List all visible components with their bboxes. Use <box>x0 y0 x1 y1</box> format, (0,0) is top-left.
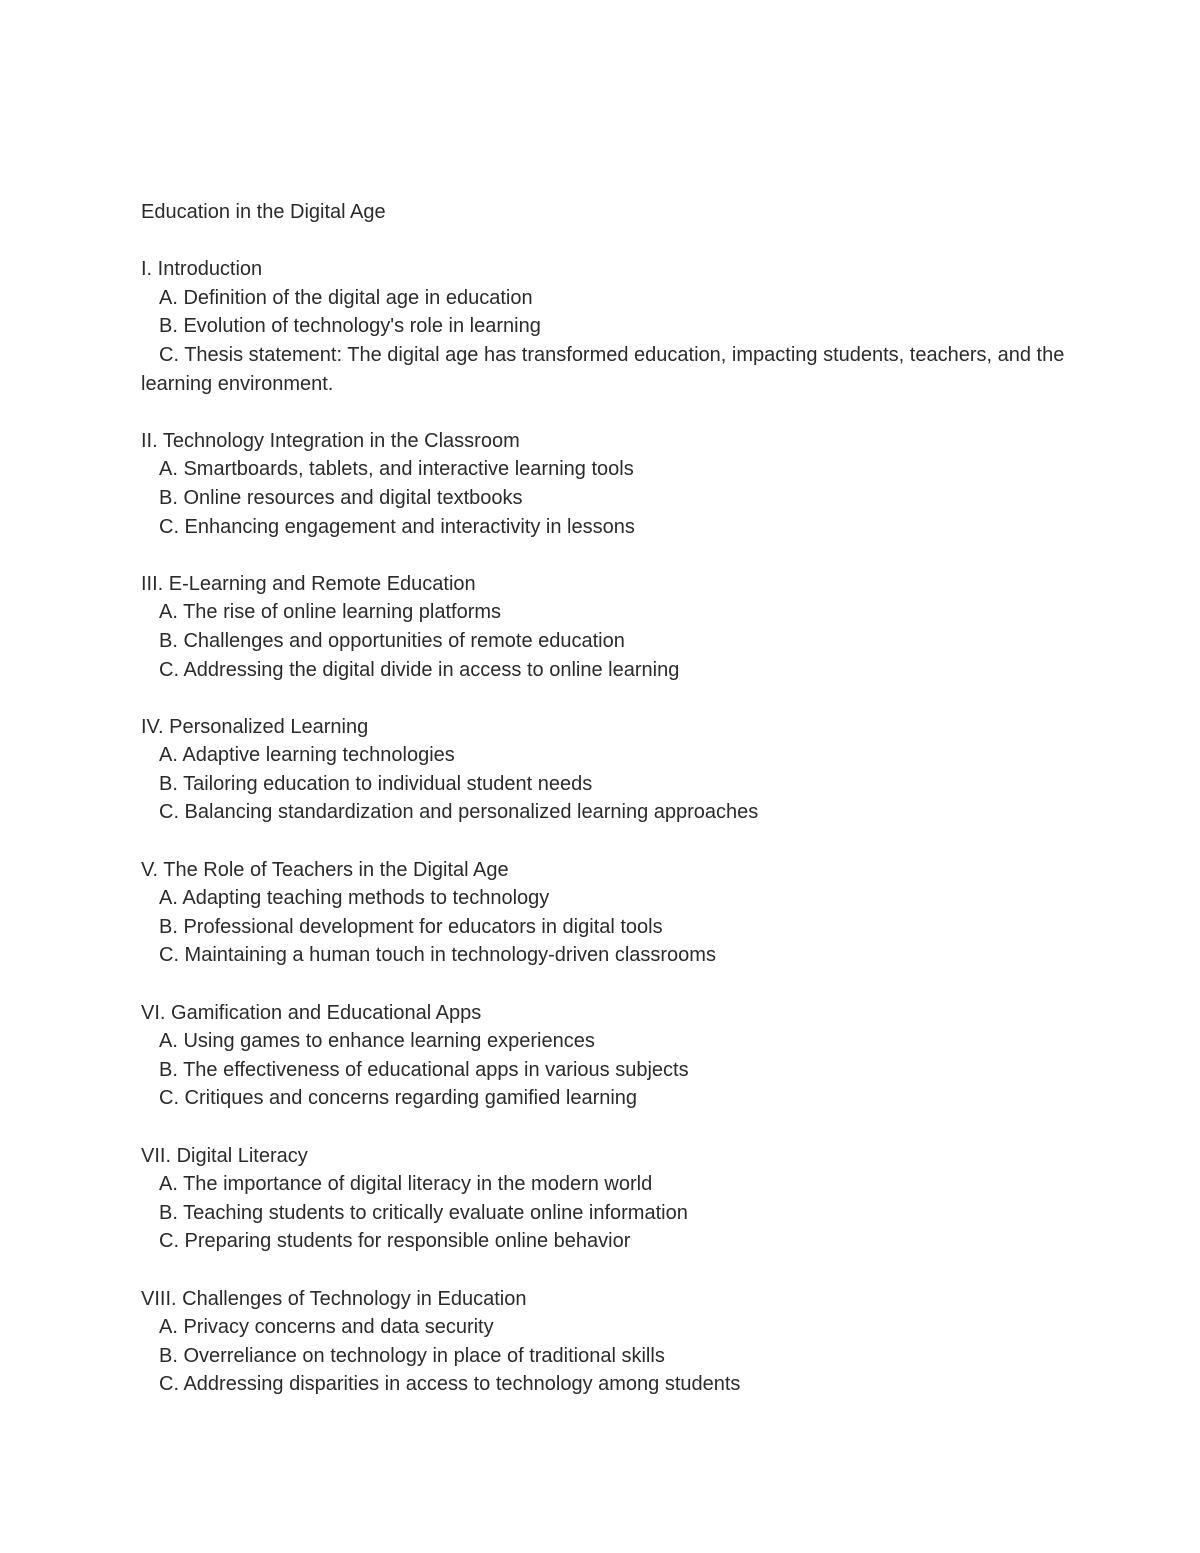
section-introduction <box>141 255 1071 398</box>
outline-item: C. Balancing standardization and personalized learning approaches <box>159 801 759 824</box>
outline-item: A. Using games to enhance learning experiences <box>159 1030 595 1053</box>
outline-item: C. Addressing the digital divide in access to online learning <box>159 658 680 681</box>
outline-item: C. Maintaining a human touch in technology-driven classrooms <box>159 944 716 967</box>
outline-item: B. Tailoring education to individual student needs <box>159 772 593 795</box>
section-heading: IV. Personalized Learning <box>141 715 369 738</box>
section-heading: V. The Role of Teachers in the Digital Age <box>141 858 509 881</box>
section-technology-integration <box>141 427 1071 541</box>
section-personalized-learning <box>141 713 1071 827</box>
outline-item: B. Challenges and opportunities of remote education <box>159 629 625 652</box>
outline-item: C. Critiques and concerns regarding gamified learning <box>159 1087 638 1110</box>
outline-item: A. Smartboards, tablets, and interactive learning tools <box>159 458 634 481</box>
section-role-of-teachers <box>141 856 1071 970</box>
section-challenges <box>141 1285 1071 1399</box>
outline-item: B. Online resources and digital textbooks <box>159 486 523 509</box>
outline-item: B. Teaching students to critically evaluate online information <box>159 1201 688 1224</box>
outline-item: A. Adaptive learning technologies <box>159 744 455 767</box>
outline-item: C. Thesis statement: The digital age has transformed education, impacting students, teachers, and the learning environment. <box>141 343 1065 395</box>
outline-item: A. Definition of the digital age in education <box>159 286 533 309</box>
outline-item: B. The effectiveness of educational apps in various subjects <box>159 1058 689 1081</box>
section-heading: VIII. Challenges of Technology in Education <box>141 1287 527 1310</box>
document-body <box>141 198 1071 1428</box>
outline-item: A. The rise of online learning platforms <box>159 601 502 624</box>
outline-item: C. Enhancing engagement and interactivity in lessons <box>159 515 635 538</box>
section-heading: III. E-Learning and Remote Education <box>141 572 476 595</box>
section-gamification <box>141 999 1071 1113</box>
section-heading: II. Technology Integration in the Classroom <box>141 429 520 452</box>
outline-item: A. Privacy concerns and data security <box>159 1316 494 1339</box>
section-heading: VII. Digital Literacy <box>141 1144 308 1167</box>
section-e-learning <box>141 570 1071 684</box>
outline-item: B. Professional development for educators in digital tools <box>159 915 663 938</box>
section-heading: I. Introduction <box>141 258 263 281</box>
document-title: Education in the Digital Age <box>141 201 386 223</box>
section-heading: VI. Gamification and Educational Apps <box>141 1001 482 1024</box>
section-digital-literacy <box>141 1142 1071 1256</box>
outline-item: A. The importance of digital literacy in the modern world <box>159 1173 653 1196</box>
outline-item: C. Preparing students for responsible online behavior <box>159 1230 631 1253</box>
outline-item: C. Addressing disparities in access to technology among students <box>159 1373 741 1396</box>
outline-item: B. Overreliance on technology in place of traditional skills <box>159 1344 665 1367</box>
outline-item: A. Adapting teaching methods to technology <box>159 887 550 910</box>
outline-item: B. Evolution of technology's role in learning <box>159 315 541 338</box>
